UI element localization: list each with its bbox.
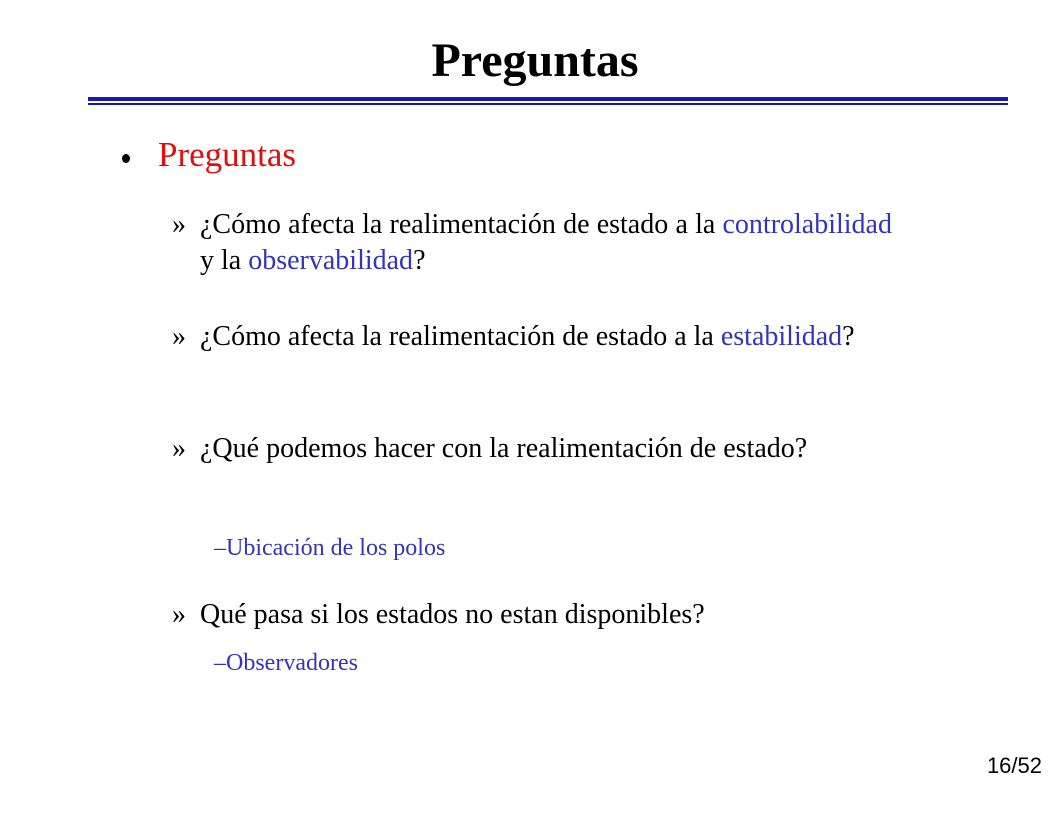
question-1-part-b: y la xyxy=(200,245,249,276)
question-text-1 xyxy=(200,207,892,279)
question-text-2 xyxy=(200,319,892,355)
raquo-marker: » xyxy=(172,209,186,240)
sub-item-text: Ubicación de los polos xyxy=(226,535,446,561)
sub-item-ubicacion xyxy=(214,533,445,563)
keyword-controlabilidad: controlabilidad xyxy=(722,209,892,240)
raquo-marker: » xyxy=(172,321,186,352)
sub-item-observadores xyxy=(214,648,358,678)
bullet-heading: Preguntas xyxy=(158,135,297,174)
question-text-3: ¿Qué podemos hacer con la realimentación de estado? xyxy=(200,433,808,464)
question-2-part-a: ¿Cómo afecta la realimentación de estado a la xyxy=(200,321,721,352)
question-text-4: Qué pasa si los estados no estan disponibles? xyxy=(200,599,705,630)
question-1-part-c: ? xyxy=(413,245,426,276)
title-underline-thin xyxy=(88,103,1008,105)
title-underline-thick xyxy=(88,97,1008,101)
question-item-1 xyxy=(172,207,892,279)
raquo-marker: » xyxy=(172,433,186,464)
keyword-estabilidad: estabilidad xyxy=(720,321,843,352)
slide-title: Preguntas xyxy=(431,34,639,87)
keyword-observabilidad: observabilidad xyxy=(248,245,414,276)
bullet-dot-icon xyxy=(122,154,130,163)
question-2-part-b: ? xyxy=(842,321,855,352)
question-item-4 xyxy=(172,597,892,633)
dash-marker: – xyxy=(214,535,226,561)
raquo-marker: » xyxy=(172,599,186,630)
dash-marker: – xyxy=(214,650,226,676)
page-number: 16/52 xyxy=(986,753,1042,778)
question-1-part-a: ¿Cómo afecta la realimentación de estado a la xyxy=(200,209,723,240)
sub-item-text: Observadores xyxy=(226,650,358,676)
question-item-2 xyxy=(172,319,892,355)
question-item-3 xyxy=(172,431,892,467)
